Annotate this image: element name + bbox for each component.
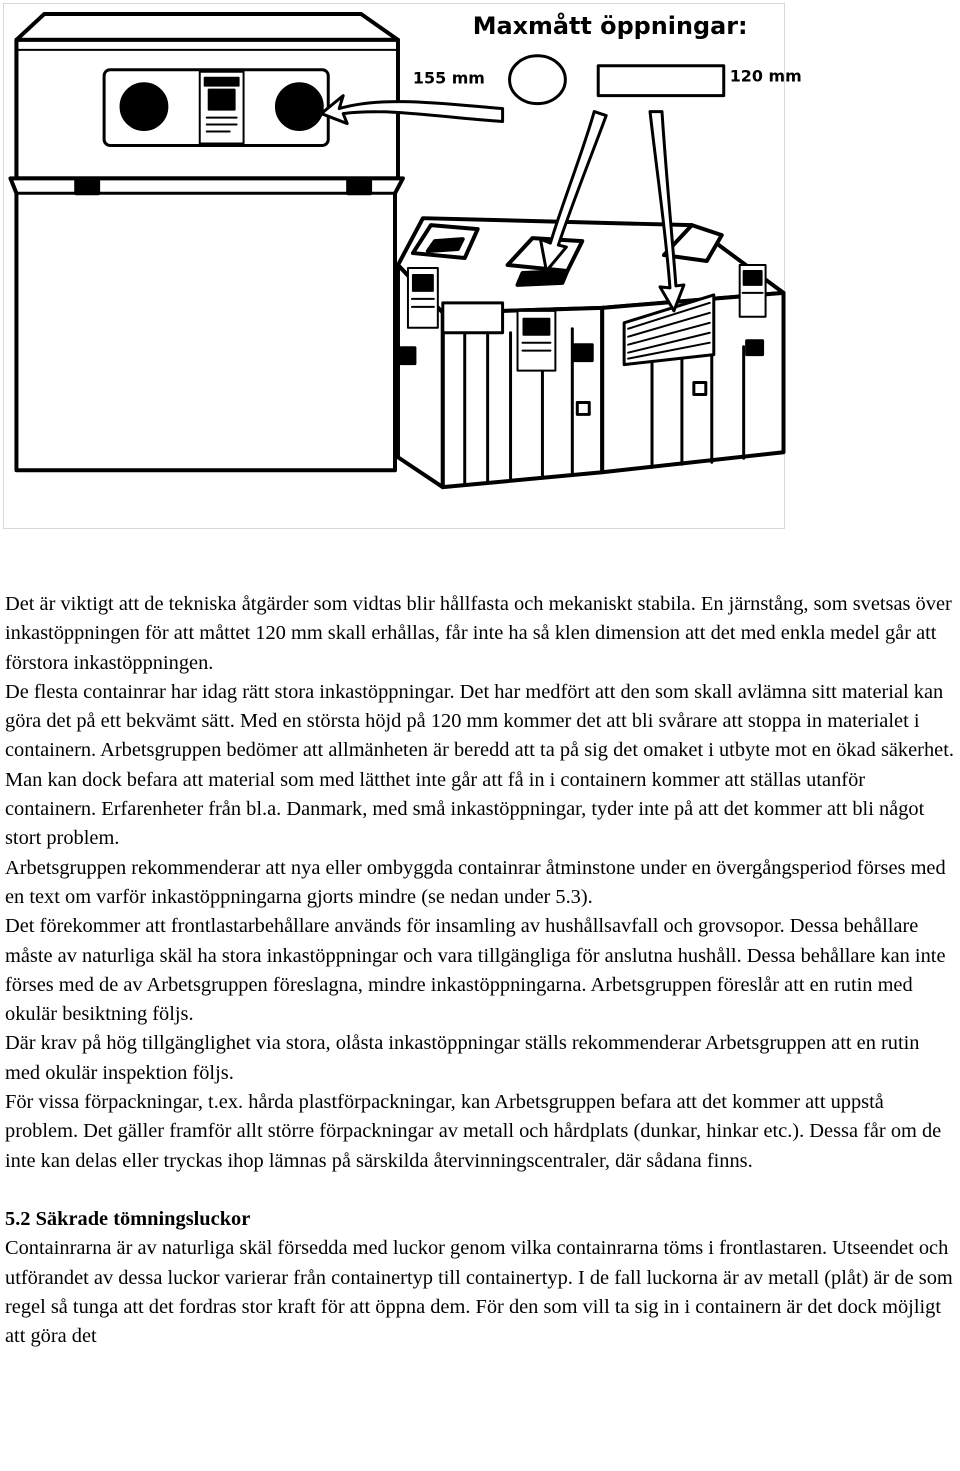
paragraph: De flesta containrar har idag rätt stora inkastöppningar. Det har medfört att den som skall avlämna sitt material kan göra det på ett bekvämt sätt. Med en största höjd på 120 mm kommer det att bli svårare att stoppa in materialet i containern. Arbetsgruppen bedömer att allmänheten är beredd att ta på sig det omaket i utbyte mot en ökad säkerhet. Man kan dock befara att material som med lätthet inte går att få in i containern kommer att ställas utanför containern. Erfarenheter från bl.a. Danmark, med små inkastöppningar, tyder inte på att det kommer att bli något stort problem. [5,680,954,850]
figure-heading: Maxmått öppningar: [472,11,748,40]
slot-dimension-shape [598,66,724,96]
sticker-slot-container-3 [740,265,766,317]
paragraph: Containrarna är av naturliga skäl försedda med luckor genom vilka containrarna töms i frontlastaren. Utseendet och utförandet av dessa luckor varierar från containertyp till containertyp. I de fall luckorna är av metall (plåt) är de som regel så tunga att det fordras stor kraft för att öppna dem. För den som vill ta sig in i containern är det dock möjligt att göra det [5,1237,953,1348]
slot-dimension-label: 120 mm [729,66,802,86]
round-opening-right [275,83,323,131]
spacer [5,1176,955,1205]
paragraph: För vissa förpackningar, t.ex. hårda plastförpackningar, kan Arbetsgruppen befara att det kommer att uppstå problem. Det gäller framför allt större förpackningar av metall och hårdplats (dunkar, hinkar etc.). Dessa får om de inte kan delas eller tryckas ihop lämnas på särskilda återvinningscentraler, där sådana finns. [5,1091,942,1172]
container-illustration [3,3,802,529]
paragraph: Där krav på hög tillgänglighet via stora, olåsta inkastöppningar ställs rekommenderar Arbetsgruppen att en rutin med okulär inspektion följs. [5,1032,920,1084]
sticker-left-container [200,72,244,144]
sticker-slot-container-1 [408,268,438,328]
paragraph: Arbetsgruppen rekommenderar att nya eller ombyggda containrar åtminstone under en övergångsperiod förses med en text om varför inkastöppningarna gjorts mindre (se nedan under 5.3). [5,856,946,908]
paragraph: Det förekommer att frontlastarbehållare används för insamling av hushållsavfall och grovsopor. Dessa behållare måste av naturliga skäl ha stora inkastöppningar och vara tillgängliga för anslutna hushåll. Dessa behållare kan inte förses med de av Arbetsgruppen föreslagna, mindre inkastöppningarna. Arbetsgruppen föreslår att en rutin med okulär besiktning följs. [5,915,946,1026]
paragraph: Det är viktigt att de tekniska åtgärder som vidtas blir hållfasta och mekaniskt stabila. En järnstång, som svetsas över inkastöppningen för att måttet 120 mm skall erhållas, får inte ha så klen dimension att det med enkla medel går att förstora inkastöppningen. [5,593,952,674]
round-opening-left [120,83,168,131]
document-body [5,590,955,1351]
round-dimension-shape [510,56,566,104]
sticker-slot-container-2 [518,311,556,371]
round-dimension-label: 155 mm [412,68,485,88]
section-heading: 5.2 Säkrade tömningsluckor [5,1207,251,1230]
